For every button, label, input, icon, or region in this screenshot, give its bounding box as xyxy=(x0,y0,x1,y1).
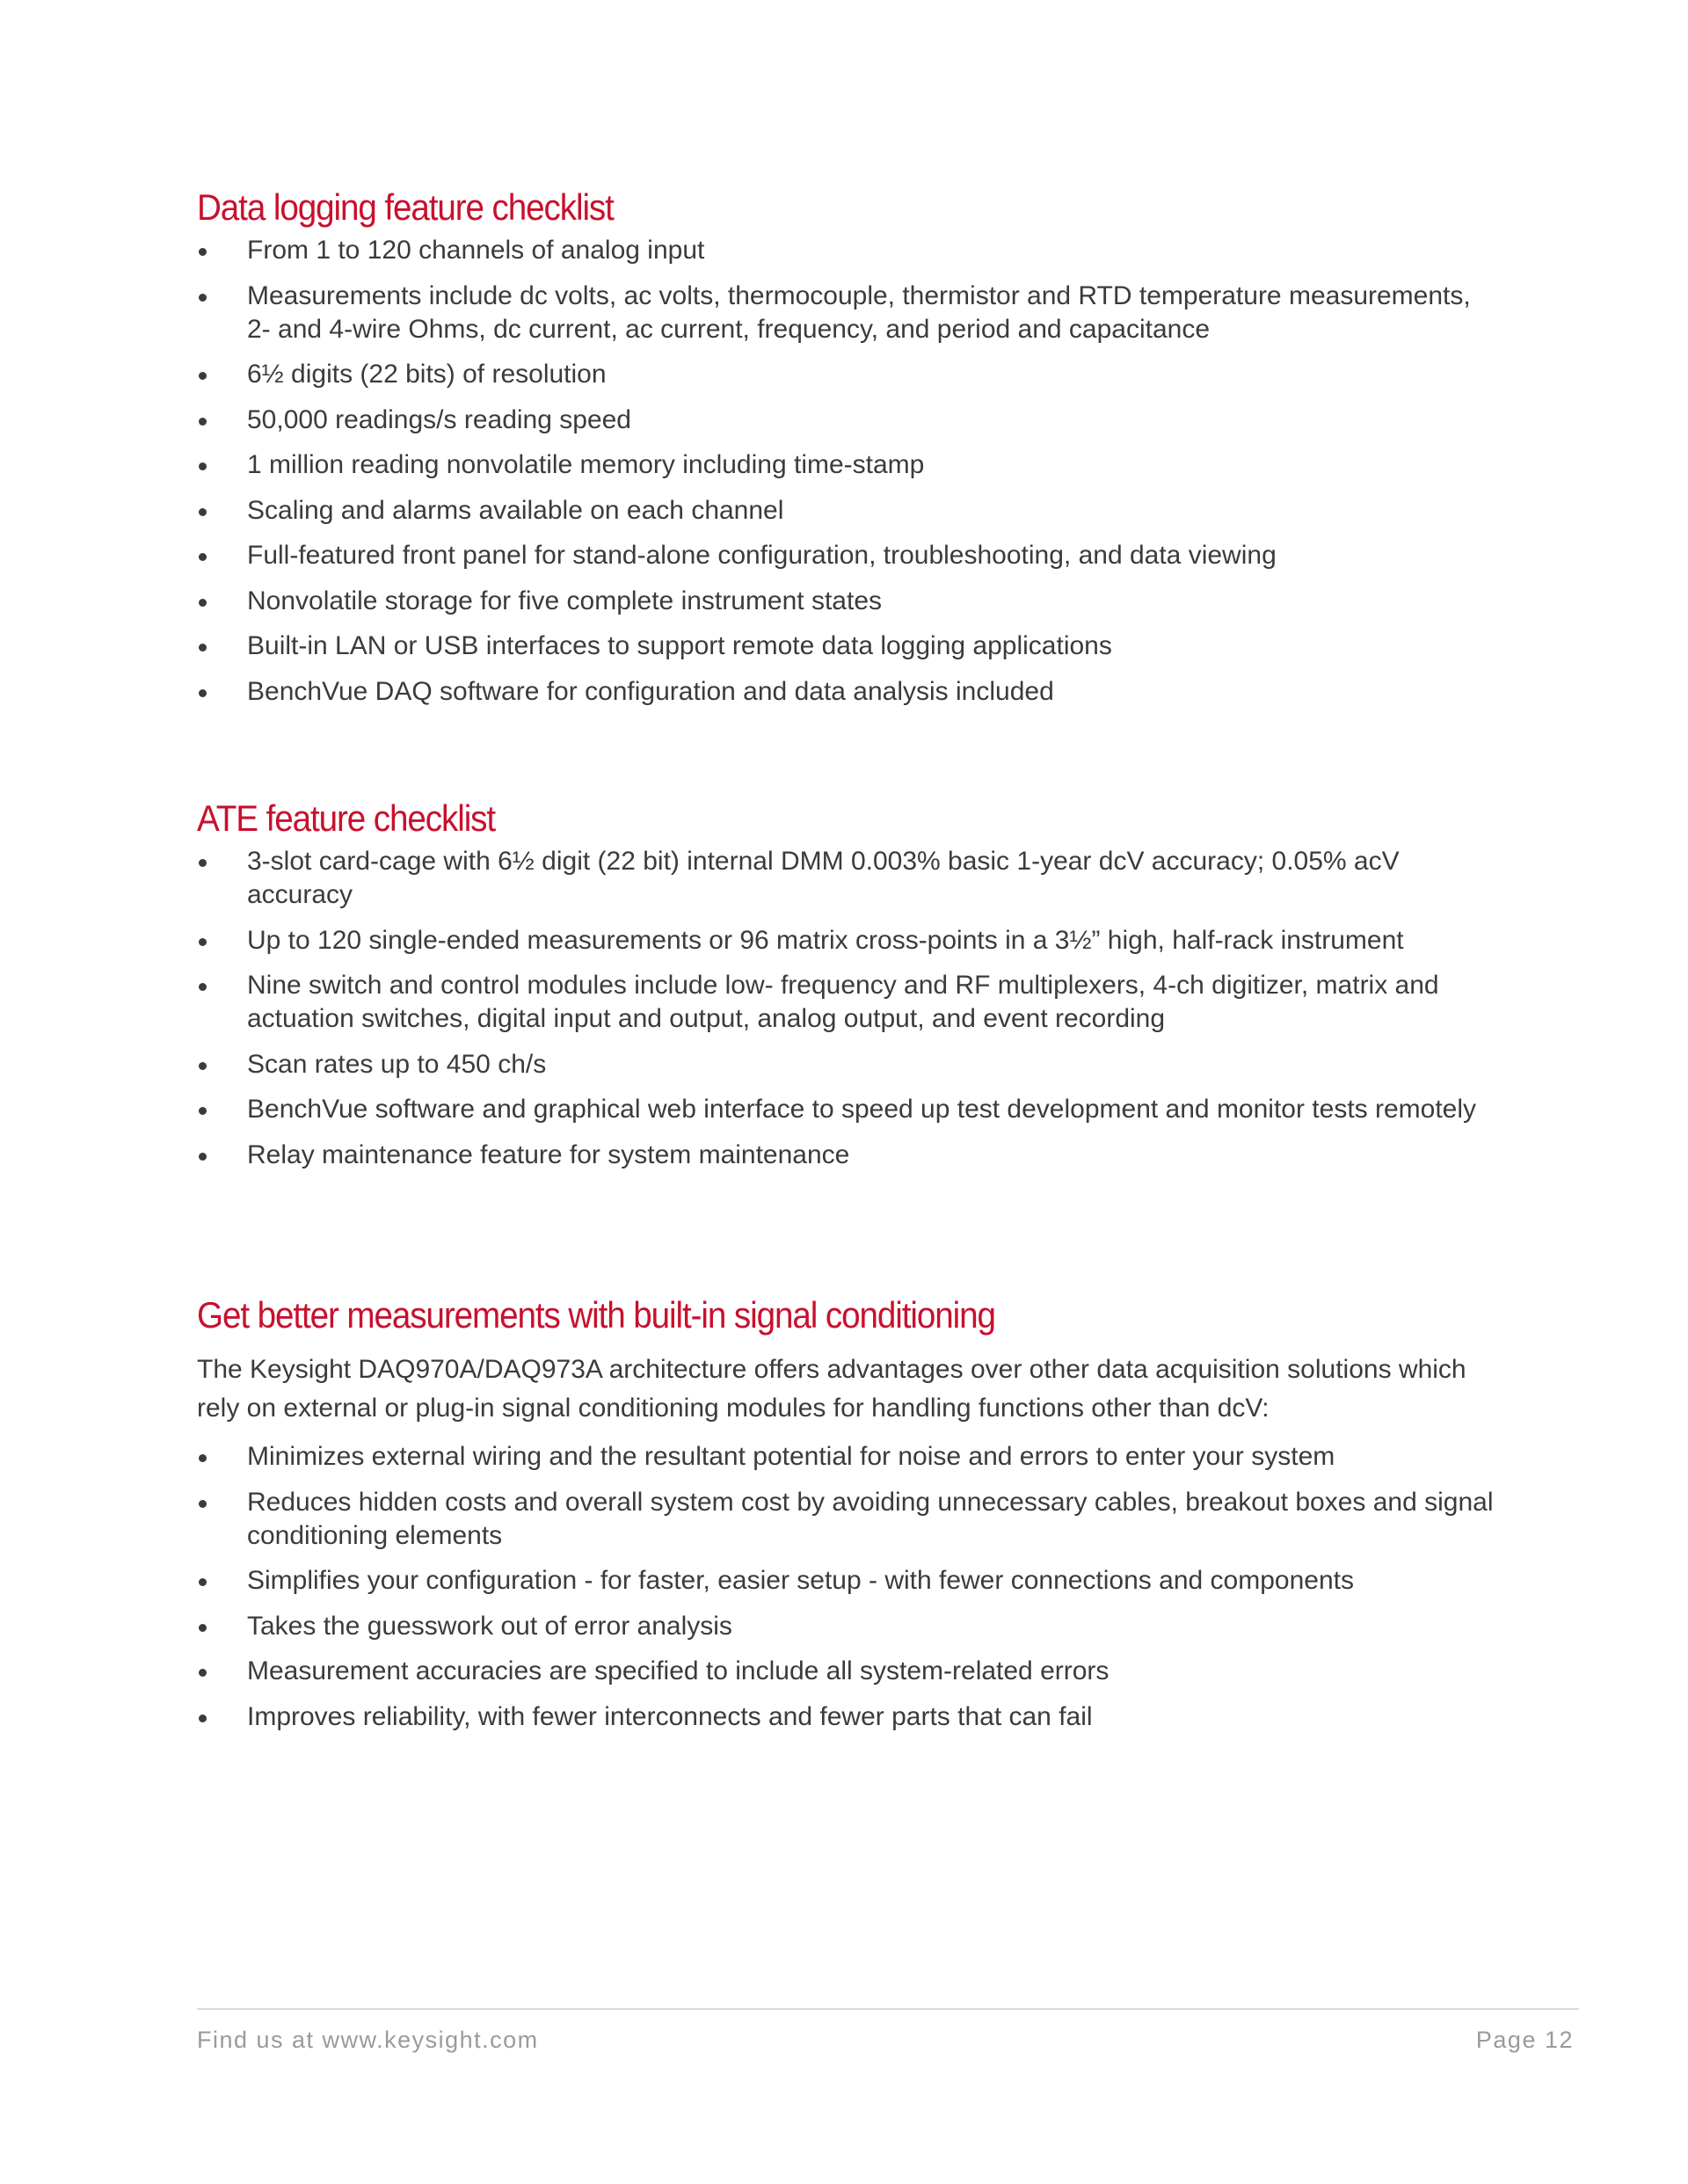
list-item-text: Measurements include dc volts, ac volts, thermocouple, thermistor and RTD temperature measurements, 2- and 4-wire Ohms, dc current, ac current, frequency, and period and capacitance xyxy=(247,280,1471,344)
bullet-icon xyxy=(199,1454,207,1462)
list-item-text: Scaling and alarms available on each channel xyxy=(247,495,784,525)
footer-page-number: Page 12 xyxy=(1475,2027,1574,2053)
bullet-icon xyxy=(199,508,207,516)
bullet-icon xyxy=(199,1153,207,1161)
bullet-icon xyxy=(199,1107,207,1115)
footer-divider xyxy=(197,2008,1579,2010)
list-item xyxy=(197,1700,1498,1734)
section-title: ATE feature checklist xyxy=(197,797,496,839)
list-item-text: Improves reliability, with fewer interconnects and fewer parts that can fail xyxy=(247,1701,1093,1731)
bullet-icon xyxy=(199,553,207,561)
checklist xyxy=(197,845,1498,1172)
list-item-text: Simplifies your configuration - for faster, easier setup - with fewer connections and components xyxy=(247,1566,1354,1595)
checklist xyxy=(197,1440,1498,1734)
list-item-text: Takes the guesswork out of error analysis xyxy=(247,1611,732,1641)
list-item-text: Full-featured front panel for stand-alone configuration, troubleshooting, and data viewing xyxy=(247,541,1277,570)
list-item-text: 1 million reading nonvolatile memory including time-stamp xyxy=(247,450,925,479)
bullet-icon xyxy=(199,1624,207,1632)
section-title: Data logging feature checklist xyxy=(197,186,614,228)
list-item xyxy=(197,675,1498,709)
list-item-text: 3-slot card-cage with 6½ digit (22 bit) internal DMM 0.003% basic 1-year dcV accuracy; 0.05% acV accuracy xyxy=(247,847,1400,909)
list-item-text: Up to 120 single-ended measurements or 96 matrix cross-points in a 3½” high, half-rack instrument xyxy=(247,925,1404,955)
list-item xyxy=(197,1093,1498,1126)
bullet-icon xyxy=(199,462,207,470)
list-item xyxy=(197,494,1498,528)
footer-website: Find us at www.keysight.com xyxy=(197,2027,539,2053)
bullet-icon xyxy=(199,938,207,946)
list-item xyxy=(197,969,1498,1036)
list-item xyxy=(197,539,1498,572)
intro-paragraph: The Keysight DAQ970A/DAQ973A architecture offers advantages over other data acquisition solutions which rely on external or plug-in signal conditioning modules for handling functions other than dcV: xyxy=(197,1355,1466,1423)
list-item-text: Nine switch and control modules include low- frequency and RF multiplexers, 4-ch digitizer, matrix and actuation switches, digital input and output, analog output, and event recording xyxy=(247,971,1439,1033)
list-item-text: Relay maintenance feature for system maintenance xyxy=(247,1139,850,1169)
bullet-icon xyxy=(199,1714,207,1722)
list-item-text: Measurement accuracies are specified to include all system-related errors xyxy=(247,1656,1110,1685)
list-item-text: From 1 to 120 channels of analog input xyxy=(247,236,705,265)
list-item xyxy=(197,234,1498,267)
bullet-icon xyxy=(199,294,207,302)
list-item xyxy=(197,1440,1498,1474)
checklist xyxy=(197,234,1498,709)
bullet-icon xyxy=(199,1578,207,1586)
list-item-text: 6½ digits (22 bits) of resolution xyxy=(247,360,607,389)
list-item xyxy=(197,358,1498,391)
bullet-icon xyxy=(199,983,207,991)
list-item xyxy=(197,1564,1498,1598)
list-item-text: Nonvolatile storage for five complete instrument states xyxy=(247,586,883,615)
bullet-icon xyxy=(199,1500,207,1508)
list-item-text: BenchVue DAQ software for configuration and data analysis included xyxy=(247,676,1054,706)
section-signal-conditioning xyxy=(197,1292,1498,1745)
list-item-text: Scan rates up to 450 ch/s xyxy=(247,1049,547,1079)
list-item xyxy=(197,845,1498,912)
section-data-logging xyxy=(197,185,1498,720)
list-item xyxy=(197,1486,1498,1553)
bullet-icon xyxy=(199,418,207,426)
list-item xyxy=(197,280,1498,346)
section-ate xyxy=(197,796,1498,1183)
list-item xyxy=(197,630,1498,663)
list-item-text: BenchVue software and graphical web interface to speed up test development and monitor tests remotely xyxy=(247,1095,1477,1124)
bullet-icon xyxy=(199,372,207,380)
list-item-text: Minimizes external wiring and the resultant potential for noise and errors to enter your system xyxy=(247,1442,1335,1471)
list-item xyxy=(197,1139,1498,1172)
list-item xyxy=(197,1655,1498,1688)
list-item xyxy=(197,1048,1498,1081)
bullet-icon xyxy=(199,599,207,607)
section-title: Get better measurements with built-in signal conditioning xyxy=(197,1294,995,1336)
bullet-icon xyxy=(199,859,207,867)
list-item xyxy=(197,448,1498,482)
list-item-text: Built-in LAN or USB interfaces to support remote data logging applications xyxy=(247,631,1112,660)
bullet-icon xyxy=(199,1062,207,1070)
list-item xyxy=(197,1610,1498,1643)
bullet-icon xyxy=(199,689,207,697)
list-item xyxy=(197,404,1498,437)
bullet-icon xyxy=(199,1669,207,1677)
list-item xyxy=(197,924,1498,957)
list-item xyxy=(197,585,1498,618)
bullet-icon xyxy=(199,644,207,652)
bullet-icon xyxy=(199,248,207,256)
list-item-text: 50,000 readings/s reading speed xyxy=(247,404,631,434)
list-item-text: Reduces hidden costs and overall system cost by avoiding unnecessary cables, breakout boxes and signal conditioning elements xyxy=(247,1487,1494,1550)
